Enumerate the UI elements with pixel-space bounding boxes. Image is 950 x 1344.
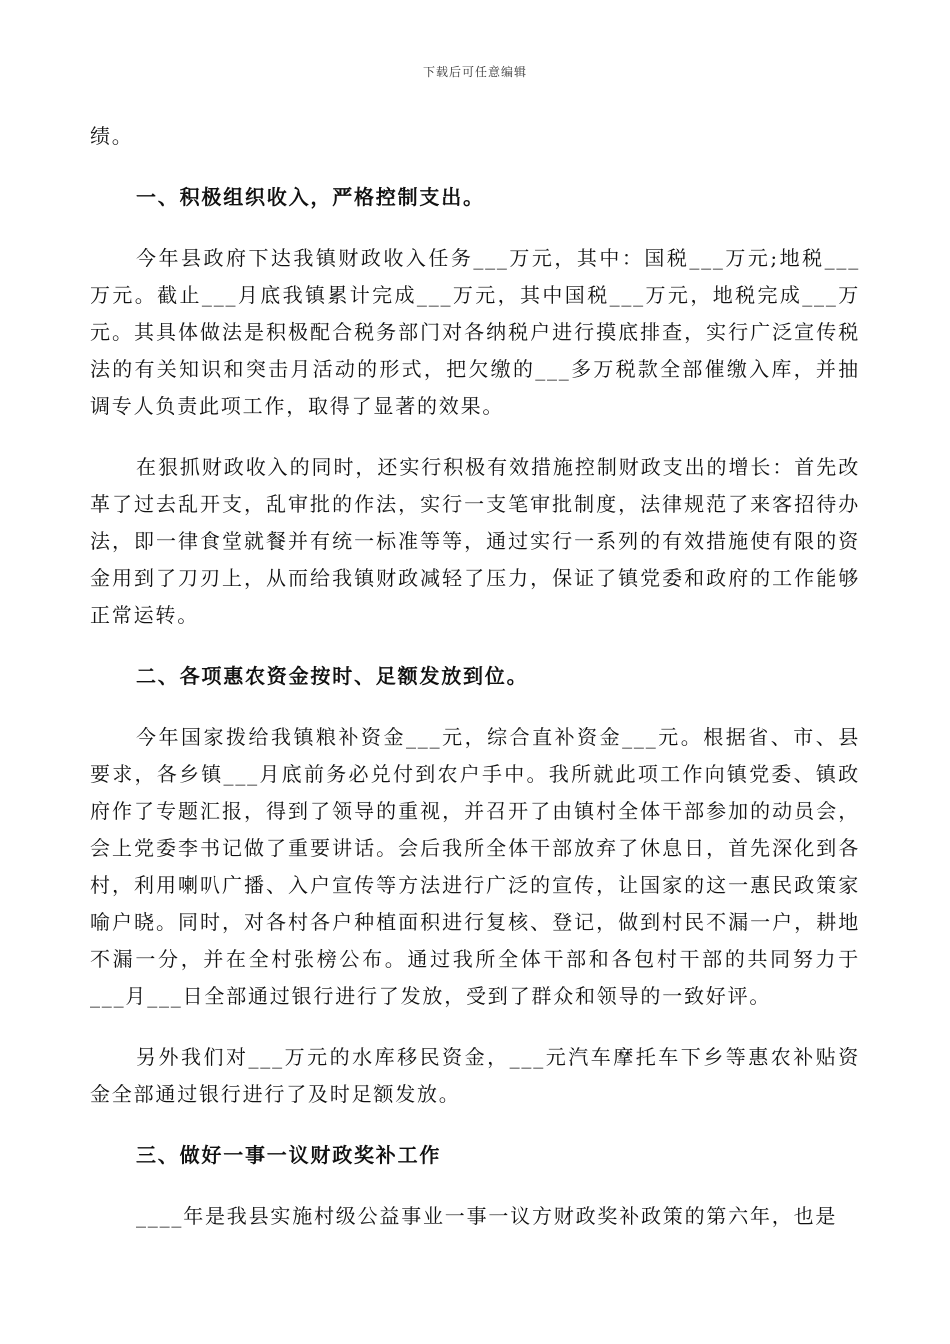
paragraph-expenditure-control: 在狠抓财政收入的同时，还实行积极有效措施控制财政支出的增长：首先改革了过去乱开支，乱审批的作法，实行一支笔审批制度，法律规范了来客招待办法，即一律食堂就餐并有统一标准等等，通过实行一系列的有效措施使有限的资金用到了刀刃上，从而给我镇财政减轻了压力，保证了镇党委和政府的工作能够正常运转。 [90, 455, 860, 627]
paragraph-farm-subsidies: 今年国家拨给我镇粮补资金___元，综合直补资金___元。根据省、市、县要求，各乡镇___月底前务必兑付到农户手中。我所就此项工作向镇党委、镇政府作了专题汇报，得到了领导的重视，并召开了由镇村全体干部参加的动员会，会上党委李书记做了重要讲话。会后我所全体干部放弃了休息日，首先深化到各村，利用喇叭广播、入户宣传等方法进行广泛的宣传，让国家的这一惠民政策家喻户晓。同时，对各村各户种植面积进行复核、登记，做到村民不漏一户，耕地不漏一分，并在全村张榜公布。通过我所全体干部和各包村干部的共同努力于___月___日全部通过银行进行了发放，受到了群众和领导的一致好评。 [90, 725, 860, 1008]
section-heading-1: 一、积极组织收入，严格控制支出。 [136, 185, 485, 209]
paragraph-other-funds: 另外我们对___万元的水库移民资金，___元汽车摩托车下乡等惠农补贴资金全部通过银行进行了及时足额发放。 [90, 1045, 860, 1106]
section-heading-2: 二、各项惠农资金按时、足额发放到位。 [136, 664, 529, 688]
paragraph-revenue-task: 今年县政府下达我镇财政收入任务___万元，其中：国税___万元;地税___万元。截止___月底我镇累计完成___万元，其中国税___万元，地税完成___万元。其具体做法是积极配合税务部门对各纳税户进行摸底排查，实行广泛宣传税法的有关知识和突击月活动的形式，把欠缴的___多万税款全部催缴入库，并抽调专人负责此项工作，取得了显著的效果。 [90, 246, 860, 418]
paragraph-one-matter-policy: ____年是我县实施村级公益事业一事一议方财政奖补政策的第六年，也是 [136, 1204, 838, 1228]
paragraph-continuation: 绩。 [90, 124, 134, 148]
document-body [90, 118, 860, 1259]
section-heading-3: 三、做好一事一议财政奖补工作 [136, 1143, 442, 1167]
page-header-caption: 下载后可任意编辑 [422, 65, 527, 79]
